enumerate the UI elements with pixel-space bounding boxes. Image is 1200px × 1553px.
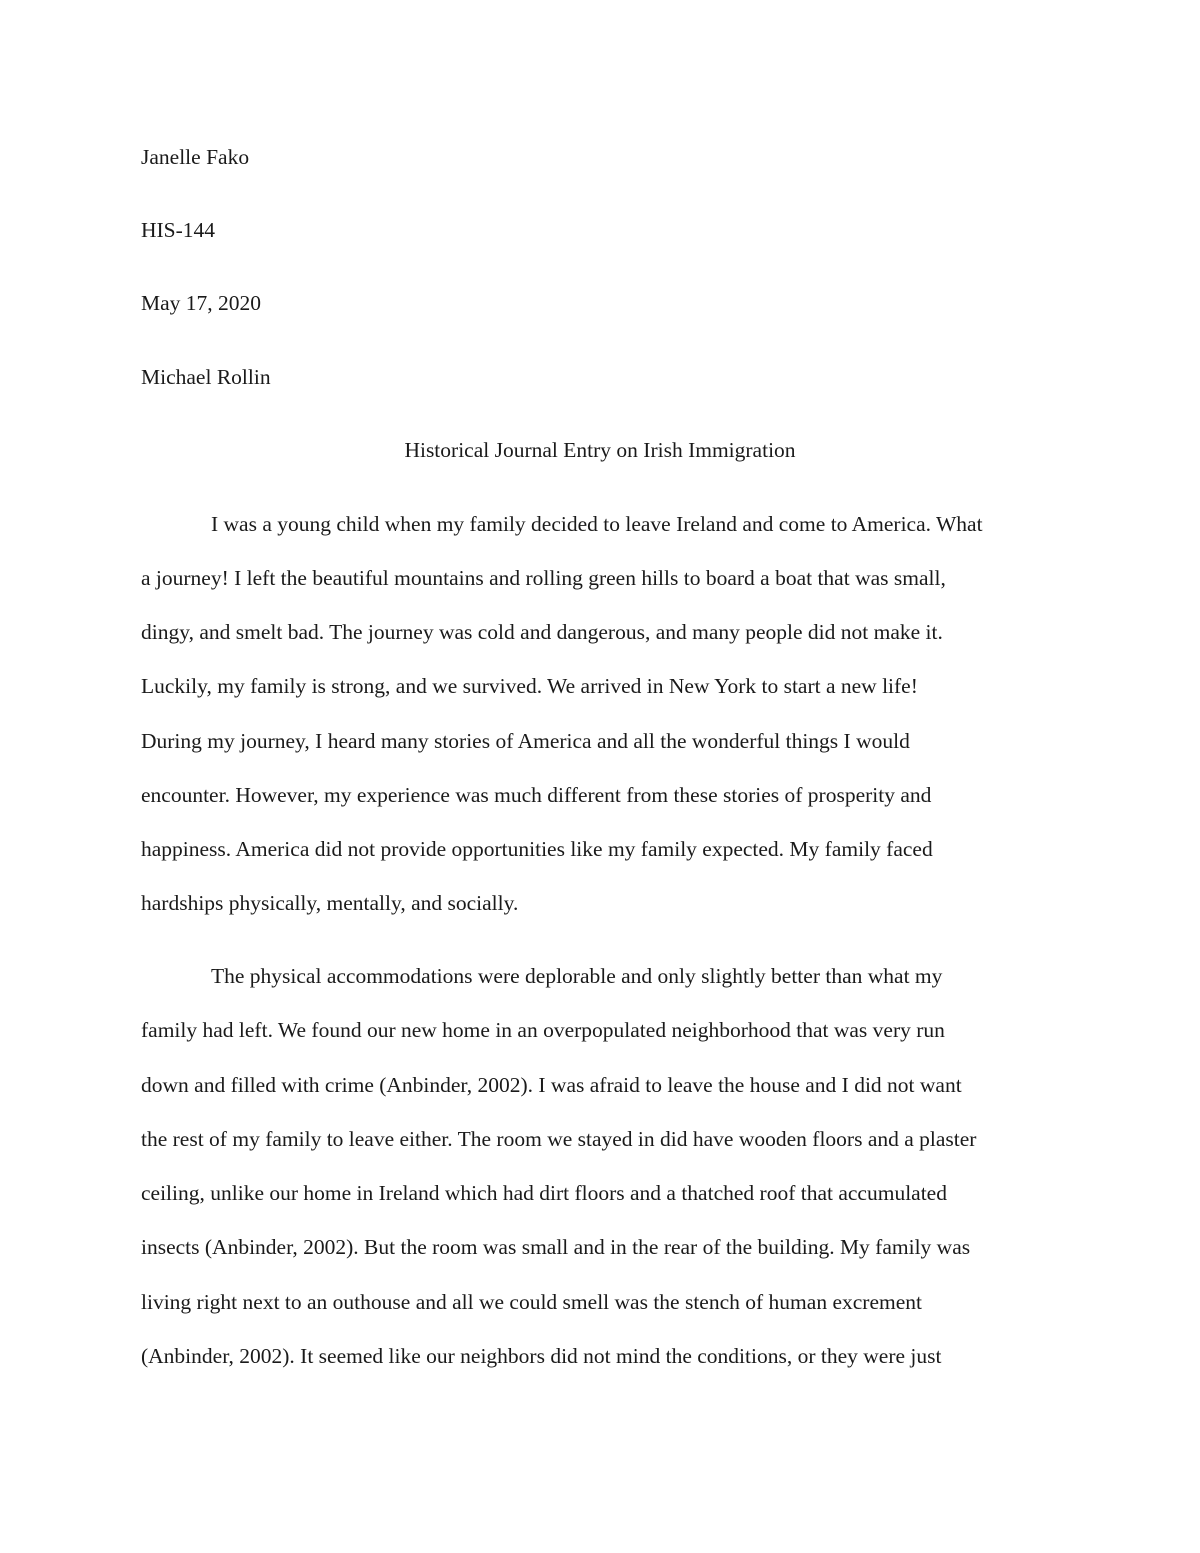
paragraph-line: hardships physically, mentally, and socially. bbox=[141, 891, 519, 915]
paragraph-line: dingy, and smelt bad. The journey was cold and dangerous, and many people did not make it. bbox=[141, 620, 943, 644]
paragraph-line: encounter. However, my experience was much different from these stories of prosperity and bbox=[141, 783, 932, 807]
paragraph-line: happiness. America did not provide opportunities like my family expected. My family faced bbox=[141, 837, 933, 861]
paragraph-line: During my journey, I heard many stories of America and all the wonderful things I would bbox=[141, 729, 910, 753]
author-name: Janelle Fako bbox=[141, 145, 250, 169]
course-code: HIS-144 bbox=[141, 218, 216, 242]
paragraph-line: The physical accommodations were deplorable and only slightly better than what my bbox=[211, 964, 943, 988]
instructor-name: Michael Rollin bbox=[141, 365, 271, 389]
paragraph-line: down and filled with crime (Anbinder, 2002). I was afraid to leave the house and I did not want bbox=[141, 1073, 962, 1097]
paragraph-line: insects (Anbinder, 2002). But the room was small and in the rear of the building. My family was bbox=[141, 1235, 971, 1259]
paragraph-line: family had left. We found our new home in an overpopulated neighborhood that was very run bbox=[141, 1018, 945, 1042]
paragraph-line: Luckily, my family is strong, and we survived. We arrived in New York to start a new life! bbox=[141, 674, 918, 698]
paragraph-line: a journey! I left the beautiful mountains and rolling green hills to board a boat that was small, bbox=[141, 566, 946, 590]
paragraph-line: I was a young child when my family decided to leave Ireland and come to America. What bbox=[211, 512, 983, 536]
paragraph-line: the rest of my family to leave either. The room we stayed in did have wooden floors and a plaster bbox=[141, 1127, 977, 1151]
submission-date: May 17, 2020 bbox=[141, 291, 262, 315]
paragraph-line: (Anbinder, 2002). It seemed like our neighbors did not mind the conditions, or they were just bbox=[141, 1344, 942, 1368]
paragraph-line: living right next to an outhouse and all we could smell was the stench of human excrement bbox=[141, 1290, 922, 1314]
document-title: Historical Journal Entry on Irish Immigration bbox=[404, 438, 796, 462]
paragraph-line: ceiling, unlike our home in Ireland which had dirt floors and a thatched roof that accumulated bbox=[141, 1181, 947, 1205]
